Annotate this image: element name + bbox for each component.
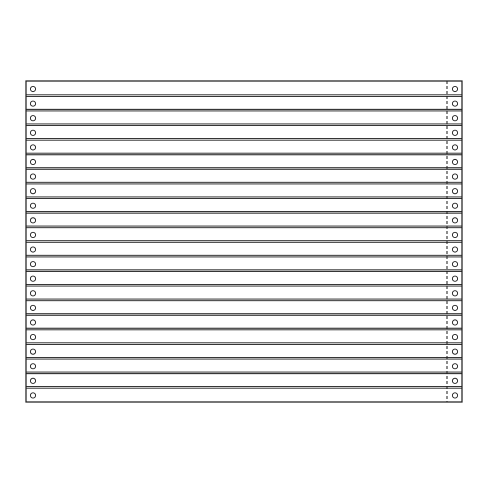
left-feed-hole: [30, 101, 35, 106]
left-feed-hole: [30, 116, 35, 121]
left-feed-hole: [30, 364, 35, 369]
left-feed-hole: [30, 349, 35, 354]
right-feed-hole: [452, 159, 457, 164]
right-feed-hole: [452, 116, 457, 121]
right-feed-hole: [452, 349, 457, 354]
left-feed-hole: [30, 218, 35, 223]
left-feed-hole: [30, 174, 35, 179]
right-feed-hole: [452, 86, 457, 91]
right-feed-hole: [452, 203, 457, 208]
right-feed-hole: [452, 232, 457, 237]
left-feed-hole: [30, 203, 35, 208]
left-feed-hole: [30, 334, 35, 339]
right-feed-hole: [452, 174, 457, 179]
right-feed-hole: [452, 305, 457, 310]
right-feed-hole: [452, 218, 457, 223]
right-feed-hole: [452, 334, 457, 339]
right-feed-hole: [452, 145, 457, 150]
left-feed-hole: [30, 320, 35, 325]
left-feed-hole: [30, 232, 35, 237]
left-feed-hole: [30, 276, 35, 281]
left-feed-hole: [30, 247, 35, 252]
left-feed-hole: [30, 378, 35, 383]
right-feed-hole: [452, 130, 457, 135]
left-feed-hole: [30, 159, 35, 164]
left-feed-hole: [30, 393, 35, 398]
sheet-border: [26, 81, 462, 402]
right-feed-hole: [452, 291, 457, 296]
left-feed-hole: [30, 86, 35, 91]
right-feed-hole: [452, 378, 457, 383]
left-feed-hole: [30, 262, 35, 267]
right-feed-hole: [452, 276, 457, 281]
right-feed-hole: [452, 247, 457, 252]
right-feed-hole: [452, 364, 457, 369]
right-feed-hole: [452, 393, 457, 398]
left-feed-hole: [30, 189, 35, 194]
right-feed-hole: [452, 262, 457, 267]
right-feed-hole: [452, 320, 457, 325]
left-feed-hole: [30, 291, 35, 296]
left-feed-hole: [30, 305, 35, 310]
right-feed-hole: [452, 189, 457, 194]
right-feed-hole: [452, 101, 457, 106]
left-feed-hole: [30, 130, 35, 135]
left-feed-hole: [30, 145, 35, 150]
